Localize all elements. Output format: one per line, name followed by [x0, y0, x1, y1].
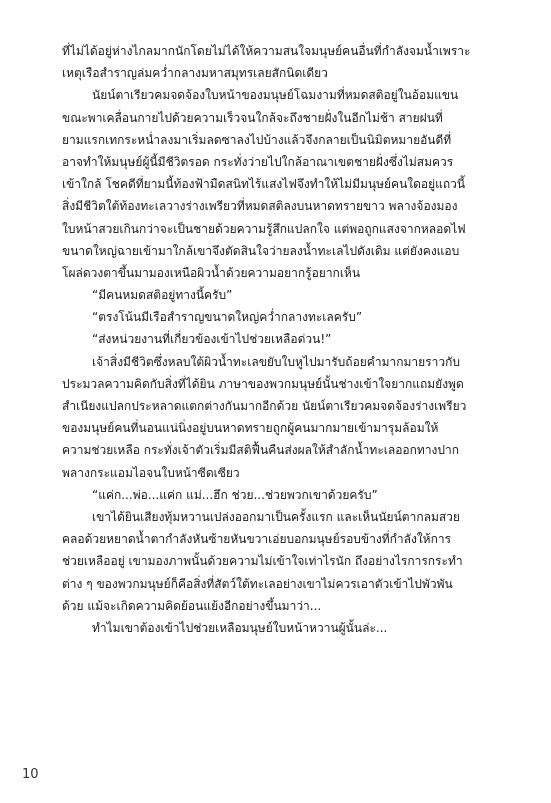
- text-line: ความช่วยเหลือ กระทั่งเจ้าตัวเริ่มมีสติฟื้นคืนส่งผลให้สำลักน้ำทะเลออกทางปาก: [62, 443, 460, 458]
- text-line: ขณะพาเคลื่อนกายไปด้วยความเร็วจนใกล้จะถึงชายฝั่งในอีกไม่ช้า สายฝนที่: [62, 110, 443, 125]
- text-line: ใบหน้าสวยเกินกว่าจะเป็นชายด้วยความรู้สึกแปลกใจ แต่พอถูกแสงจากหลอดไฟ: [62, 221, 466, 236]
- text-line: โผล่ดวงตาขึ้นมามองเหนือผิวน้ำด้วยความอยากรู้อยากเห็น: [62, 265, 361, 280]
- text-line: เหตุเรือสำราญล่มคว่ำกลางมหาสมุทรเลยสักนิดเดียว: [62, 66, 328, 81]
- text-line: เจ้าสิ่งมีชีวิตซึ่งหลบใต้ผิวน้ำทะเลขยับใบหูไปมารับถ้อยคำมากมายราวกับ: [92, 354, 460, 369]
- text-line: อาจทำให้มนุษย์ผู้นี้มีชีวิตรอด กระทั่งว่ายไปใกล้อาณาเขตชายฝั่งซึ่งไม่สมควร: [62, 154, 454, 169]
- text-line: คลอด้วยหยาดน้ำตากำลังหันซ้ายหันขวาเอ่ยบอกมนุษย์รอบข้างที่กำลังให้การ: [62, 532, 452, 547]
- text-line: ขนาดใหญ่ฉายเข้ามาใกล้เขาจึงตัดสินใจว่ายลงน้ำทะเลไปดังเดิม แต่ยังคงแอบ: [62, 243, 460, 258]
- text-line: ประมวลความคิดกับสิ่งที่ได้ยิน ภาษาของพวกมนุษย์นั้นช่างเข้าใจยากแถมยังพูด: [62, 376, 464, 391]
- text-line: “มีคนหมดสติอยู่ทางนี้ครับ”: [92, 288, 233, 303]
- text-line: ช่วยเหลืออยู่ เขามองภาพนั้นด้วยความไม่เข้าใจเท่าไรนัก ถึงอย่างไรการกระทำ: [62, 554, 463, 569]
- text-line: ที่ไม่ได้อยู่ห่างไกลมากนักโดยไม่ได้ให้ความสนใจมนุษย์คนอื่นที่กำลังจมน้ำเพราะ: [62, 44, 471, 58]
- page-number: 10: [22, 767, 39, 782]
- text-line: เขาได้ยินเสียงทุ้มหวานเปล่งออกมาเป็นครั้งแรก และเห็นนัยน์ตากลมสวย: [92, 509, 460, 524]
- text-line: ยามแรกเทกระหน่ำลงมาเริ่มลดซาลงไปบ้างแล้วจึงกลายเป็นนิมิตหมายอันดีที่: [62, 132, 452, 147]
- text-line: “ตรงโน้นมีเรือสำราญขนาดใหญ่คว่ำกลางทะเลครับ”: [92, 310, 363, 325]
- text-line: นัยน์ตาเรียวคมจดจ้องใบหน้าของมนุษย์โฉมงามที่หมดสติอยู่ในอ้อมแขน: [92, 88, 459, 103]
- body-text: [62, 40, 494, 639]
- text-line: ทำไมเขาต้องเข้าไปช่วยเหลือมนุษย์ใบหน้าหวานผู้นั้นล่ะ...: [92, 620, 388, 635]
- text-line: สำเนียงแปลกประหลาดแตกต่างกันมากอีกด้วย นัยน์ตาเรียวคมจดจ้องร่างเพรียว: [62, 399, 467, 413]
- text-line: พลางกระแอมไอจนใบหน้าซีดเซียว: [62, 465, 240, 480]
- text-line: “แค่ก...พ่อ...แค่ก แม่...ฮึก ช่วย...ช่วยพวกเขาด้วยครับ”: [92, 487, 378, 502]
- text-line: “ส่งหน่วยงานที่เกี่ยวข้องเข้าไปช่วยเหลือด่วน!”: [92, 332, 332, 347]
- text-line: ของมนุษย์คนที่นอนแน่นิ่งอยู่บนหาดทรายถูกผู้คนมากมายเข้ามารุมล้อมให้: [62, 421, 439, 436]
- text-line: ด้วย แม้จะเกิดความคิดย้อนแย้งอีกอย่างขึ้นมาว่า...: [62, 598, 322, 613]
- text-line: เข้าใกล้ โชคดีที่ยามนี้ท้องฟ้ามืดสนิทไร้แสงไฟจึงทำให้ไม่มีมนุษย์คนใดอยู่แถวนี้: [62, 177, 466, 192]
- text-line: สิ่งมีชีวิตใต้ท้องทะเลวางร่างเพรียวที่หมดสติลงบนหาดทรายขาว พลางจ้องมอง: [62, 199, 458, 214]
- text-line: ต่าง ๆ ของพวกมนุษย์ก็คือสิ่งที่สัตว์ใต้ทะเลอย่างเขาไม่ควรเอาตัวเข้าไปพัวพัน: [62, 576, 453, 591]
